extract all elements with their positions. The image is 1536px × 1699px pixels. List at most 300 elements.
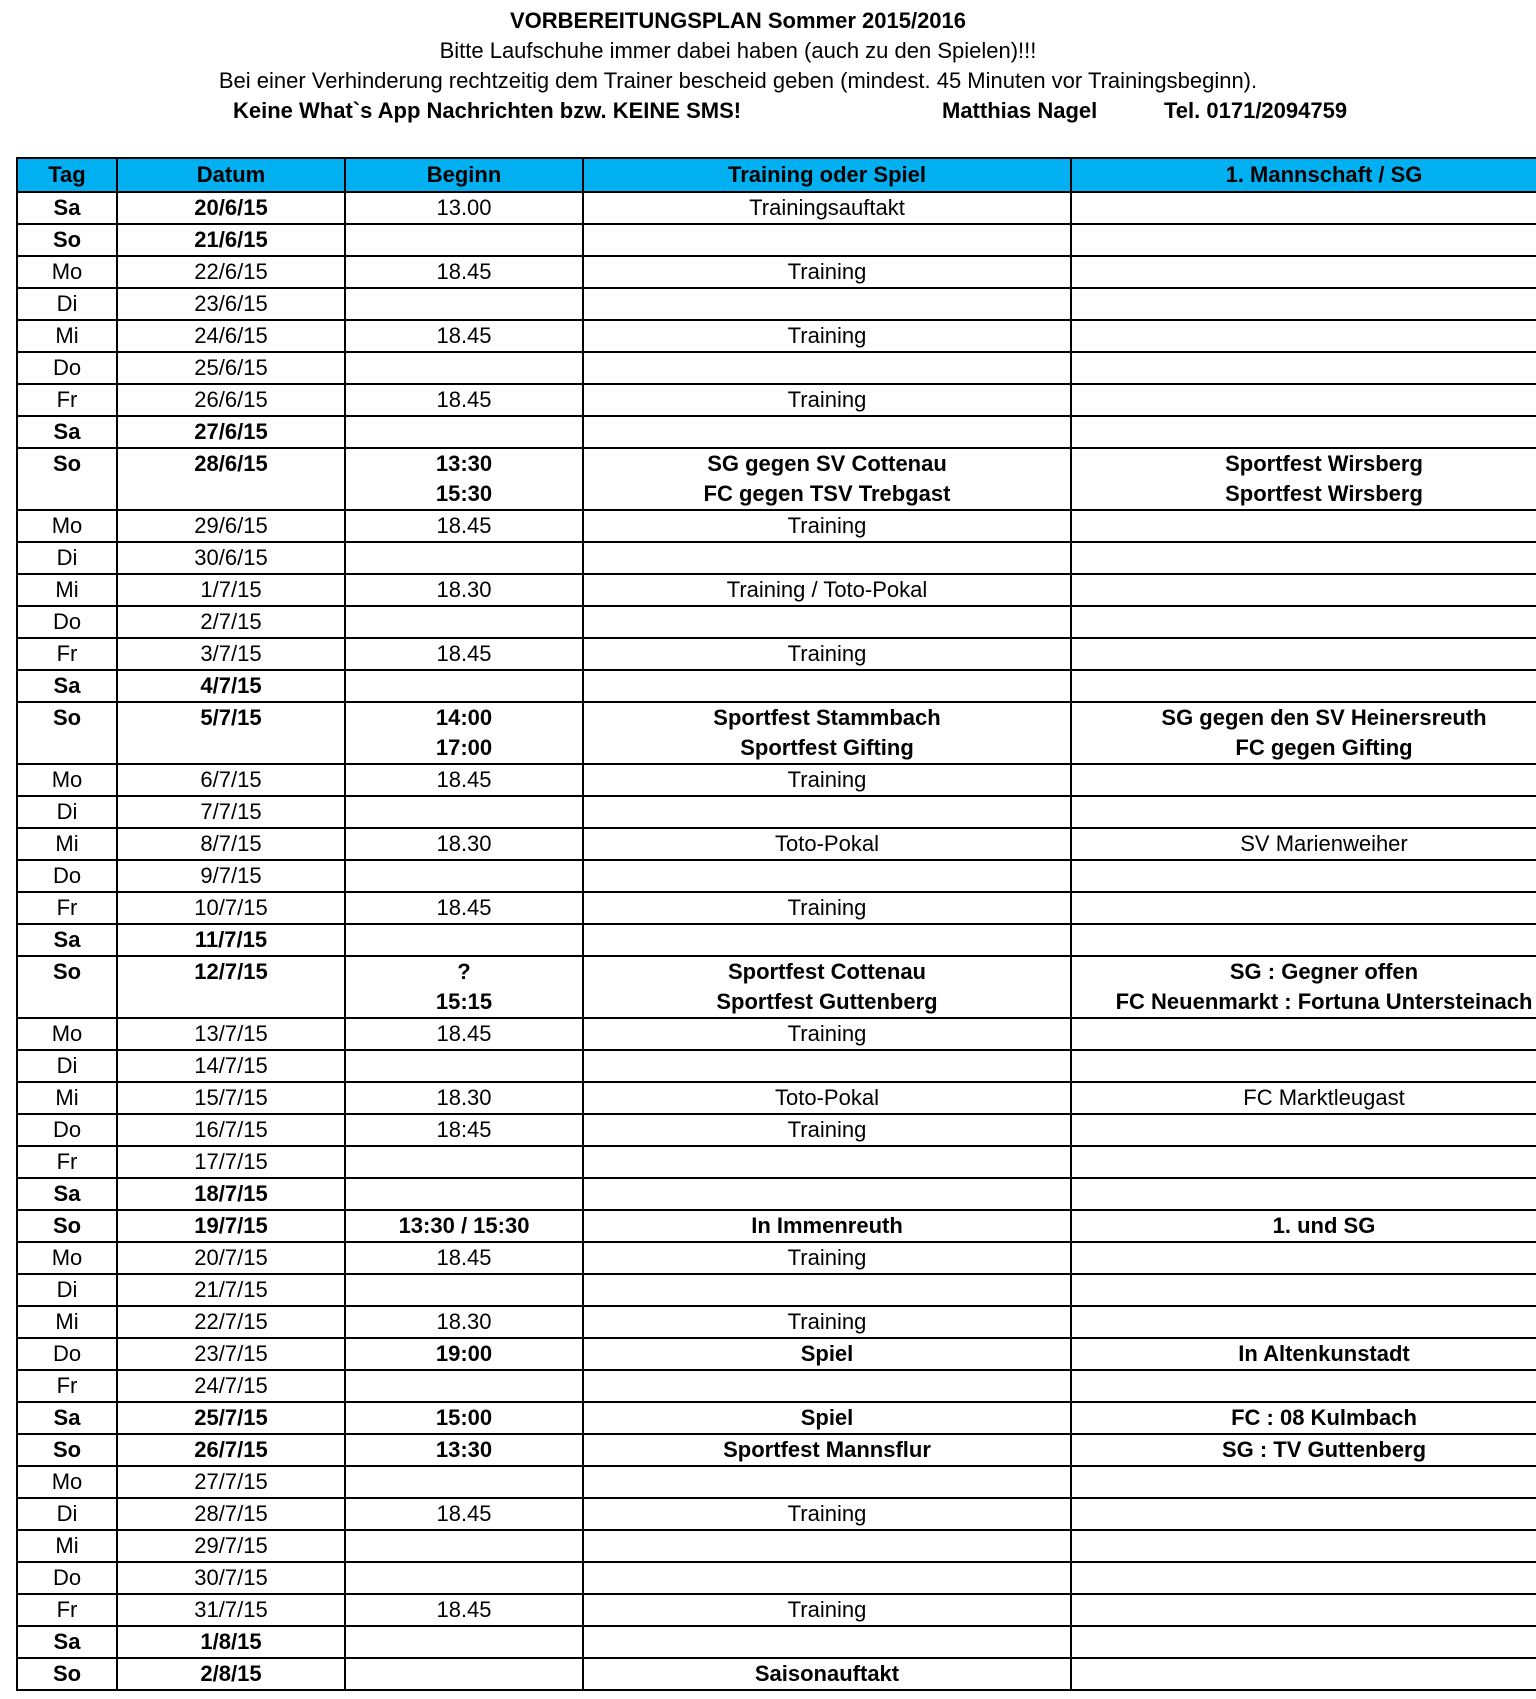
cell-datum: 23/6/15 xyxy=(117,288,345,320)
cell-team xyxy=(1071,892,1536,924)
table-row xyxy=(17,1498,1536,1530)
cell-tag: Fr xyxy=(17,1594,117,1626)
cell-beginn: 18.45 xyxy=(345,510,583,542)
cell-datum: 26/6/15 xyxy=(117,384,345,416)
cell-team xyxy=(1071,448,1536,510)
cell-training: Training / Toto-Pokal xyxy=(583,574,1071,606)
cell-training: Training xyxy=(583,892,1071,924)
cell-datum: 2/7/15 xyxy=(117,606,345,638)
schedule-table-wrapper xyxy=(16,157,1536,1691)
cell-datum: 27/7/15 xyxy=(117,1466,345,1498)
cell-team xyxy=(1071,764,1536,796)
cell-training: Training xyxy=(583,384,1071,416)
cell-tag: Sa xyxy=(17,1402,117,1434)
cell-team xyxy=(1071,638,1536,670)
coach-name: Matthias Nagel xyxy=(942,98,1098,123)
cell-beginn-line1: ? xyxy=(457,959,471,984)
table-row xyxy=(17,1658,1536,1690)
cell-training xyxy=(583,702,1071,764)
col-header-team: 1. Mannschaft / SG xyxy=(1071,158,1536,192)
cell-tag xyxy=(17,702,117,764)
schedule-body xyxy=(17,192,1536,1690)
cell-datum: 30/6/15 xyxy=(117,542,345,574)
cell-training: Toto-Pokal xyxy=(583,1082,1071,1114)
note-no-messages: Keine What`s App Nachrichten bzw. KEINE SMS! xyxy=(233,98,742,123)
cell-beginn-line2: 17:00 xyxy=(435,735,493,760)
cell-beginn xyxy=(345,1146,583,1178)
cell-tag-line1: So xyxy=(52,959,82,984)
cell-tag: Di xyxy=(17,542,117,574)
cell-team: In Altenkunstadt xyxy=(1071,1338,1536,1370)
cell-tag: Fr xyxy=(17,1146,117,1178)
cell-datum: 22/7/15 xyxy=(117,1306,345,1338)
table-row xyxy=(17,510,1536,542)
cell-tag: So xyxy=(17,1658,117,1690)
cell-beginn xyxy=(345,924,583,956)
cell-training-line2: Sportfest Gifting xyxy=(740,735,914,760)
cell-datum: 31/7/15 xyxy=(117,1594,345,1626)
cell-beginn: 18.45 xyxy=(345,384,583,416)
table-row xyxy=(17,1402,1536,1434)
cell-beginn: 13:30 / 15:30 xyxy=(345,1210,583,1242)
cell-training xyxy=(583,1626,1071,1658)
cell-datum: 29/6/15 xyxy=(117,510,345,542)
cell-team xyxy=(1071,670,1536,702)
cell-training-line2: Sportfest Guttenberg xyxy=(716,989,938,1014)
cell-tag: So xyxy=(17,1434,117,1466)
cell-beginn xyxy=(345,956,583,1018)
cell-beginn: 18.45 xyxy=(345,1594,583,1626)
table-row xyxy=(17,1434,1536,1466)
table-row xyxy=(17,542,1536,574)
cell-training: Training xyxy=(583,1114,1071,1146)
cell-beginn xyxy=(345,1274,583,1306)
cell-training xyxy=(583,416,1071,448)
cell-team xyxy=(1071,606,1536,638)
cell-team xyxy=(1071,1146,1536,1178)
cell-datum: 2/8/15 xyxy=(117,1658,345,1690)
cell-beginn: 13:30 xyxy=(345,1434,583,1466)
cell-training: Spiel xyxy=(583,1338,1071,1370)
table-row xyxy=(17,320,1536,352)
cell-tag: Do xyxy=(17,606,117,638)
cell-training-line1: Sportfest Cottenau xyxy=(728,959,926,984)
cell-training: Training xyxy=(583,1498,1071,1530)
table-row xyxy=(17,956,1536,1018)
cell-training xyxy=(583,352,1071,384)
cell-team xyxy=(1071,956,1536,1018)
cell-team-line2: FC gegen Gifting xyxy=(1235,735,1413,760)
cell-datum: 1/7/15 xyxy=(117,574,345,606)
coach-phone: Tel. 0171/2094759 xyxy=(1164,98,1348,123)
cell-team xyxy=(1071,1530,1536,1562)
cell-tag: Mi xyxy=(17,1082,117,1114)
table-row xyxy=(17,892,1536,924)
cell-team-line1: Sportfest Wirsberg xyxy=(1225,451,1423,476)
cell-training xyxy=(583,670,1071,702)
cell-beginn xyxy=(345,1178,583,1210)
cell-beginn xyxy=(345,1370,583,1402)
cell-team xyxy=(1071,1466,1536,1498)
cell-tag: So xyxy=(17,224,117,256)
col-header-datum: Datum xyxy=(117,158,345,192)
cell-training: Training xyxy=(583,320,1071,352)
cell-beginn-line2: 15:30 xyxy=(435,481,493,506)
cell-tag: Sa xyxy=(17,670,117,702)
cell-team xyxy=(1071,1562,1536,1594)
cell-beginn: 18.30 xyxy=(345,574,583,606)
cell-datum: 29/7/15 xyxy=(117,1530,345,1562)
note-absence: Bei einer Verhinderung rechtzeitig dem Trainer bescheid geben (mindest. 45 Minuten vor Trainingsbeginn). xyxy=(218,68,1258,93)
cell-tag: Mo xyxy=(17,1242,117,1274)
cell-team xyxy=(1071,1594,1536,1626)
cell-datum: 14/7/15 xyxy=(117,1050,345,1082)
table-row xyxy=(17,416,1536,448)
cell-team xyxy=(1071,1114,1536,1146)
cell-team: FC : 08 Kulmbach xyxy=(1071,1402,1536,1434)
cell-team xyxy=(1071,1658,1536,1690)
cell-tag: Mo xyxy=(17,256,117,288)
cell-team xyxy=(1071,1050,1536,1082)
cell-team xyxy=(1071,1178,1536,1210)
cell-datum: 3/7/15 xyxy=(117,638,345,670)
cell-training: Training xyxy=(583,638,1071,670)
table-row xyxy=(17,1306,1536,1338)
cell-beginn xyxy=(345,416,583,448)
col-header-training: Training oder Spiel xyxy=(583,158,1071,192)
cell-tag: Mi xyxy=(17,1306,117,1338)
cell-tag: Do xyxy=(17,352,117,384)
cell-beginn xyxy=(345,288,583,320)
cell-training: Training xyxy=(583,1594,1071,1626)
cell-datum-line1: 12/7/15 xyxy=(194,959,268,984)
table-row xyxy=(17,764,1536,796)
cell-training xyxy=(583,448,1071,510)
cell-beginn: 18.45 xyxy=(345,638,583,670)
cell-team xyxy=(1071,796,1536,828)
cell-beginn: 18.30 xyxy=(345,1306,583,1338)
document-title: VORBEREITUNGSPLAN Sommer 2015/2016 xyxy=(509,8,967,33)
cell-team xyxy=(1071,1274,1536,1306)
cell-training xyxy=(583,224,1071,256)
cell-tag: Di xyxy=(17,1498,117,1530)
table-row xyxy=(17,1082,1536,1114)
table-row xyxy=(17,1242,1536,1274)
table-row xyxy=(17,796,1536,828)
cell-datum: 16/7/15 xyxy=(117,1114,345,1146)
cell-beginn: 18.30 xyxy=(345,1082,583,1114)
cell-training: Spiel xyxy=(583,1402,1071,1434)
cell-training-line1: SG gegen SV Cottenau xyxy=(707,451,947,476)
cell-training: Training xyxy=(583,1242,1071,1274)
cell-tag: Do xyxy=(17,1114,117,1146)
cell-datum xyxy=(117,956,345,1018)
cell-beginn xyxy=(345,224,583,256)
cell-beginn xyxy=(345,702,583,764)
table-row xyxy=(17,1338,1536,1370)
cell-beginn: 18.45 xyxy=(345,1242,583,1274)
cell-datum: 24/7/15 xyxy=(117,1370,345,1402)
cell-datum: 6/7/15 xyxy=(117,764,345,796)
cell-datum: 19/7/15 xyxy=(117,1210,345,1242)
cell-beginn xyxy=(345,1466,583,1498)
cell-beginn: 18.45 xyxy=(345,320,583,352)
cell-beginn-line1: 13:30 xyxy=(435,451,493,476)
table-row xyxy=(17,384,1536,416)
table-row xyxy=(17,1466,1536,1498)
cell-datum: 4/7/15 xyxy=(117,670,345,702)
cell-training xyxy=(583,1562,1071,1594)
table-row xyxy=(17,924,1536,956)
cell-tag: Sa xyxy=(17,924,117,956)
cell-datum: 20/7/15 xyxy=(117,1242,345,1274)
cell-datum: 20/6/15 xyxy=(117,192,345,224)
cell-beginn xyxy=(345,1626,583,1658)
cell-tag: Di xyxy=(17,1274,117,1306)
cell-datum: 1/8/15 xyxy=(117,1626,345,1658)
cell-training xyxy=(583,542,1071,574)
cell-datum: 23/7/15 xyxy=(117,1338,345,1370)
cell-datum: 26/7/15 xyxy=(117,1434,345,1466)
cell-training: Training xyxy=(583,510,1071,542)
cell-tag: Mi xyxy=(17,1530,117,1562)
cell-beginn-line1: 14:00 xyxy=(435,705,493,730)
cell-training xyxy=(583,1530,1071,1562)
cell-tag: Di xyxy=(17,796,117,828)
cell-beginn xyxy=(345,1658,583,1690)
cell-beginn xyxy=(345,448,583,510)
cell-training xyxy=(583,288,1071,320)
table-row xyxy=(17,1018,1536,1050)
cell-datum: 9/7/15 xyxy=(117,860,345,892)
cell-training: Toto-Pokal xyxy=(583,828,1071,860)
cell-team: SG : TV Guttenberg xyxy=(1071,1434,1536,1466)
cell-training: Training xyxy=(583,1018,1071,1050)
table-row xyxy=(17,1594,1536,1626)
cell-tag-line1: So xyxy=(52,451,82,476)
cell-datum: 7/7/15 xyxy=(117,796,345,828)
cell-tag: Sa xyxy=(17,1178,117,1210)
cell-beginn: 13.00 xyxy=(345,192,583,224)
cell-tag: Mo xyxy=(17,1018,117,1050)
table-row xyxy=(17,1370,1536,1402)
table-row xyxy=(17,1178,1536,1210)
cell-tag: So xyxy=(17,1210,117,1242)
cell-training xyxy=(583,1370,1071,1402)
cell-beginn xyxy=(345,1562,583,1594)
schedule-table xyxy=(16,157,1536,1691)
cell-datum: 10/7/15 xyxy=(117,892,345,924)
cell-team: 1. und SG xyxy=(1071,1210,1536,1242)
table-row xyxy=(17,448,1536,510)
col-header-beginn: Beginn xyxy=(345,158,583,192)
cell-training xyxy=(583,924,1071,956)
table-row xyxy=(17,574,1536,606)
cell-team xyxy=(1071,224,1536,256)
cell-team: FC Marktleugast xyxy=(1071,1082,1536,1114)
table-row xyxy=(17,1626,1536,1658)
cell-beginn xyxy=(345,1530,583,1562)
cell-datum: 25/6/15 xyxy=(117,352,345,384)
cell-beginn xyxy=(345,1050,583,1082)
cell-team xyxy=(1071,510,1536,542)
cell-team xyxy=(1071,352,1536,384)
cell-beginn: 18:45 xyxy=(345,1114,583,1146)
cell-team xyxy=(1071,384,1536,416)
cell-training xyxy=(583,1274,1071,1306)
cell-team-line2: Sportfest Wirsberg xyxy=(1225,481,1423,506)
cell-team xyxy=(1071,1306,1536,1338)
table-row xyxy=(17,192,1536,224)
cell-team xyxy=(1071,574,1536,606)
cell-team: SV Marienweiher xyxy=(1071,828,1536,860)
cell-datum: 21/6/15 xyxy=(117,224,345,256)
table-row xyxy=(17,1114,1536,1146)
cell-tag: Do xyxy=(17,1562,117,1594)
cell-team xyxy=(1071,542,1536,574)
cell-datum: 24/6/15 xyxy=(117,320,345,352)
cell-tag: Sa xyxy=(17,1626,117,1658)
cell-team-line1: SG : Gegner offen xyxy=(1229,959,1419,984)
cell-team xyxy=(1071,1018,1536,1050)
table-row xyxy=(17,224,1536,256)
cell-datum xyxy=(117,448,345,510)
cell-beginn xyxy=(345,352,583,384)
cell-datum: 18/7/15 xyxy=(117,1178,345,1210)
table-row xyxy=(17,1210,1536,1242)
cell-team xyxy=(1071,416,1536,448)
cell-training: Training xyxy=(583,1306,1071,1338)
cell-training: Saisonauftakt xyxy=(583,1658,1071,1690)
cell-datum: 28/7/15 xyxy=(117,1498,345,1530)
cell-tag: Di xyxy=(17,288,117,320)
cell-tag xyxy=(17,956,117,1018)
cell-beginn: 18.45 xyxy=(345,892,583,924)
table-row xyxy=(17,638,1536,670)
cell-datum: 17/7/15 xyxy=(117,1146,345,1178)
cell-team xyxy=(1071,924,1536,956)
cell-team-line1: SG gegen den SV Heinersreuth xyxy=(1161,705,1487,730)
cell-team xyxy=(1071,1242,1536,1274)
cell-tag: Do xyxy=(17,1338,117,1370)
table-row xyxy=(17,352,1536,384)
table-row xyxy=(17,1146,1536,1178)
cell-datum-line1: 28/6/15 xyxy=(194,451,268,476)
cell-datum: 25/7/15 xyxy=(117,1402,345,1434)
cell-training xyxy=(583,1466,1071,1498)
cell-datum: 11/7/15 xyxy=(117,924,345,956)
cell-datum: 21/7/15 xyxy=(117,1274,345,1306)
cell-training: Training xyxy=(583,764,1071,796)
cell-datum xyxy=(117,702,345,764)
cell-beginn: 18.45 xyxy=(345,256,583,288)
cell-beginn xyxy=(345,606,583,638)
table-row xyxy=(17,288,1536,320)
cell-tag: Fr xyxy=(17,638,117,670)
table-row xyxy=(17,1562,1536,1594)
cell-beginn xyxy=(345,542,583,574)
cell-team xyxy=(1071,860,1536,892)
cell-tag: Di xyxy=(17,1050,117,1082)
cell-team xyxy=(1071,192,1536,224)
cell-tag: Mo xyxy=(17,1466,117,1498)
cell-training xyxy=(583,796,1071,828)
table-row xyxy=(17,1050,1536,1082)
cell-team xyxy=(1071,1626,1536,1658)
cell-tag: Mo xyxy=(17,510,117,542)
cell-tag: Fr xyxy=(17,1370,117,1402)
cell-training xyxy=(583,1050,1071,1082)
cell-tag: Mo xyxy=(17,764,117,796)
cell-training-line2: FC gegen TSV Trebgast xyxy=(703,481,951,506)
cell-tag: Mi xyxy=(17,320,117,352)
cell-training xyxy=(583,606,1071,638)
cell-team xyxy=(1071,702,1536,764)
cell-tag: Sa xyxy=(17,192,117,224)
cell-datum: 15/7/15 xyxy=(117,1082,345,1114)
cell-team xyxy=(1071,288,1536,320)
cell-datum-line1: 5/7/15 xyxy=(200,705,262,730)
cell-beginn xyxy=(345,670,583,702)
cell-beginn-line2: 15:15 xyxy=(435,989,493,1014)
cell-training xyxy=(583,956,1071,1018)
cell-training xyxy=(583,1178,1071,1210)
cell-beginn xyxy=(345,860,583,892)
cell-tag xyxy=(17,448,117,510)
table-row xyxy=(17,1530,1536,1562)
cell-tag: Fr xyxy=(17,892,117,924)
cell-tag: Mi xyxy=(17,574,117,606)
cell-training: Trainingsauftakt xyxy=(583,192,1071,224)
cell-beginn: 18.45 xyxy=(345,1018,583,1050)
cell-training xyxy=(583,860,1071,892)
cell-beginn: 15:00 xyxy=(345,1402,583,1434)
cell-training: Training xyxy=(583,256,1071,288)
cell-team xyxy=(1071,256,1536,288)
table-row xyxy=(17,702,1536,764)
cell-beginn: 18.45 xyxy=(345,764,583,796)
note-running-shoes: Bitte Laufschuhe immer dabei haben (auch zu den Spielen)!!! xyxy=(439,38,1037,63)
table-row xyxy=(17,1274,1536,1306)
table-row xyxy=(17,256,1536,288)
cell-training: In Immenreuth xyxy=(583,1210,1071,1242)
col-header-tag: Tag xyxy=(17,158,117,192)
cell-team xyxy=(1071,1370,1536,1402)
cell-tag: Sa xyxy=(17,416,117,448)
cell-team xyxy=(1071,320,1536,352)
table-row xyxy=(17,828,1536,860)
cell-training-line1: Sportfest Stammbach xyxy=(713,705,941,730)
cell-beginn xyxy=(345,796,583,828)
cell-team-line2: FC Neuenmarkt : Fortuna Untersteinach xyxy=(1115,989,1533,1014)
cell-tag: Fr xyxy=(17,384,117,416)
table-row xyxy=(17,606,1536,638)
table-row xyxy=(17,670,1536,702)
cell-training: Sportfest Mannsflur xyxy=(583,1434,1071,1466)
cell-beginn: 19:00 xyxy=(345,1338,583,1370)
table-row xyxy=(17,860,1536,892)
cell-tag-line1: So xyxy=(52,705,82,730)
cell-datum: 27/6/15 xyxy=(117,416,345,448)
cell-datum: 22/6/15 xyxy=(117,256,345,288)
cell-tag: Mi xyxy=(17,828,117,860)
cell-beginn: 18.45 xyxy=(345,1498,583,1530)
cell-team xyxy=(1071,1498,1536,1530)
cell-beginn: 18.30 xyxy=(345,828,583,860)
cell-datum: 13/7/15 xyxy=(117,1018,345,1050)
table-header-row xyxy=(17,158,1536,192)
cell-datum: 30/7/15 xyxy=(117,1562,345,1594)
